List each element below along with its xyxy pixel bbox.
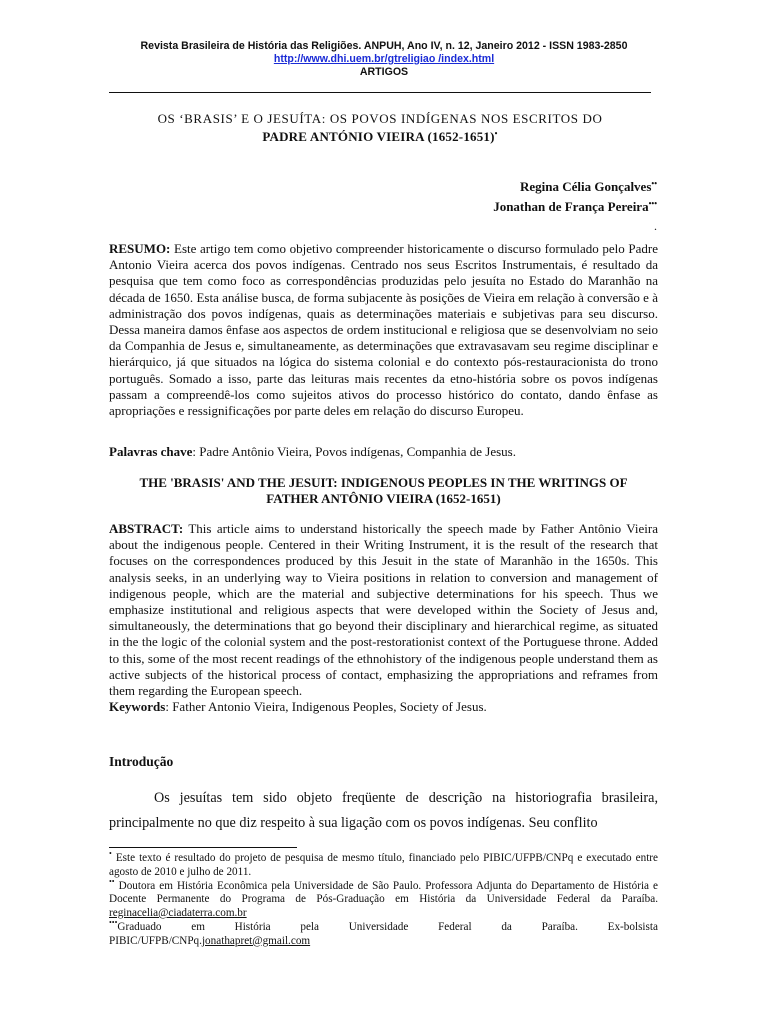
palavras-text: : Padre Antônio Vieira, Povos indígenas, Companhia de Jesus.	[192, 444, 516, 459]
footnote-word: pela	[300, 920, 319, 933]
footnote-word: Ex-bolsista	[607, 920, 658, 933]
footnote-word: em	[191, 920, 205, 933]
keywords-line	[109, 699, 658, 715]
author-name: Regina Célia Gonçalves	[519, 179, 652, 194]
footnote-word: da	[501, 920, 512, 933]
running-header	[100, 40, 668, 79]
footnote-text: Este texto é resultado do projeto de pesquisa de mesmo título, financiado pelo PIBIC/UFPB/CNPq e executado entre agosto de 2010 e julho de 2011.	[109, 852, 658, 878]
author-list	[493, 177, 657, 217]
footnote	[109, 876, 658, 921]
journal-citation: Revista Brasileira de História das Religiões. ANPUH, Ano IV, n. 12, Janeiro 2012 - ISSN 1983-2850	[140, 40, 628, 52]
footnote-text: PIBIC/UFPB/CNPq.	[109, 934, 202, 947]
palavras-label: Palavras chave	[109, 444, 193, 459]
footnote-word: Universidade	[348, 920, 409, 933]
palavras-chave	[109, 444, 658, 460]
stray-dot: .	[654, 219, 657, 233]
footnote-word: História	[234, 920, 271, 933]
intro-paragraph: Os jesuítas tem sido objeto freqüente de descrição na historiografia brasileira, principalmente no que diz respeito à sua ligação com os povos indígenas. Seu conflito	[109, 790, 658, 831]
abstract-label: ABSTRACT:	[109, 521, 184, 536]
resumo-label: RESUMO:	[109, 241, 171, 256]
footnote-mark: •••	[109, 917, 118, 927]
title-en-line2: FATHER ANTÔNIO VIEIRA (1652-1651)	[266, 491, 501, 507]
footnote-text: Doutora em História Econômica pela Universidade de São Paulo. Professora Adjunta do Departamento de História e Docente Permanente do Programa de Pós-Graduação em História da Universidade Federal da Paraíba.	[109, 879, 658, 906]
author-footnote-mark: •••	[648, 199, 657, 208]
journal-url-link[interactable]: http://www.dhi.uem.br/gtreligiao /index.html	[273, 53, 495, 65]
footnotes	[109, 849, 658, 949]
footnote-word: Federal	[438, 920, 472, 933]
abstract-paragraph	[109, 521, 658, 699]
abstract-text: This article aims to understand historically the speech made by Father Antônio Vieira about the indigenous people. Centered in their Writing Instrument, it is the result of the research that focuses on the correspondences produced by this Jesuit in the state of Maranhão in the 1650s. This analysis seeks, in an underlying way to Vieira positions in relation to conversion and management of indigenous people, which are the material and subjective determinations for his speech. Thus we emphasize institutional and religious aspects that were developed within the Society of Jesus and, simultaneously, the determinations that go beyond their disciplinary and hierarchical regime, as situated in the the logic of the colonial system and the post-restorationist context of the Portuguese throne. Added to this, some of the most recent readings of the ethnohistory of the indigenous people understand them as active subjects of the historical process of contact, emphasizing the appropriations and reframes from them regarding the European speech.	[109, 521, 658, 699]
keywords-text: : Father Antonio Vieira, Indigenous Peoples, Society of Jesus.	[165, 699, 487, 715]
article-title-pt	[109, 110, 651, 146]
article-title-en	[109, 475, 658, 507]
keywords-label: Keywords	[109, 699, 166, 715]
footnote-word: Graduado	[117, 920, 162, 933]
footnote-mark: •	[109, 849, 112, 858]
title-pt-line1: OS ‘BRASIS’ E O JESUÍTA: OS POVOS INDÍGENAS NOS ESCRITOS DO	[157, 111, 603, 126]
title-footnote-mark: •	[494, 129, 498, 138]
resumo-paragraph	[109, 241, 658, 419]
section-heading-introducao: Introdução	[109, 754, 174, 769]
title-pt-line2: PADRE ANTÓNIO VIEIRA (1652-1651)	[262, 129, 495, 144]
title-en-line1: THE 'BRASIS' AND THE JESUIT: INDIGENOUS PEOPLES IN THE WRITINGS OF	[139, 475, 628, 490]
abstract-block	[109, 521, 658, 715]
author-footnote-mark: ••	[651, 179, 657, 188]
footnote-rule	[109, 847, 297, 848]
footnote	[109, 849, 658, 879]
footnote	[109, 917, 658, 948]
section-label: ARTIGOS	[359, 66, 409, 78]
email-link[interactable]: reginacelia@ciadaterra.com.br	[109, 906, 247, 919]
resumo-text: Este artigo tem como objetivo compreender historicamente o discurso formulado pelo Padre Antonio Vieira acerca dos povos indígenas. Centrado nos seus Escritos Instrumentais, é resultado da pesquisa que tem como foco as correspondências produzidas pelo jesuíta no Estado do Maranhão na década de 1650. Esta análise busca, de forma subjacente às posições de Vieira em relação à conversão e à administração dos povos indígenas, quais as determinações materiais e subjetivas para seu discurso. Dessa maneira damos ênfase aos aspectos de ordem institucional e religiosa que se desenvolviam no seio da Companhia de Jesus e, simultaneamente, as determinações que extravasavam seu regime disciplinar e hierárquico, já que situados na lógica do sistema colonial e do contexto pós-restauracionista do trono português. Somado a isso, parte das leituras mais recentes da etno-história sobre os povos indígenas passam a compreendê-los como sujeitos ativos do processo histórico do contato, dando ênfase as apropriações e ressignificações por parte deles em relação do discurso Europeu.	[109, 241, 658, 419]
header-rule	[109, 92, 651, 93]
author-name: Jonathan de França Pereira	[493, 199, 649, 214]
footnote-word: Paraíba.	[541, 920, 578, 933]
footnote-mark: ••	[109, 876, 115, 886]
email-link[interactable]: jonathapret@gmail.com	[201, 934, 311, 947]
